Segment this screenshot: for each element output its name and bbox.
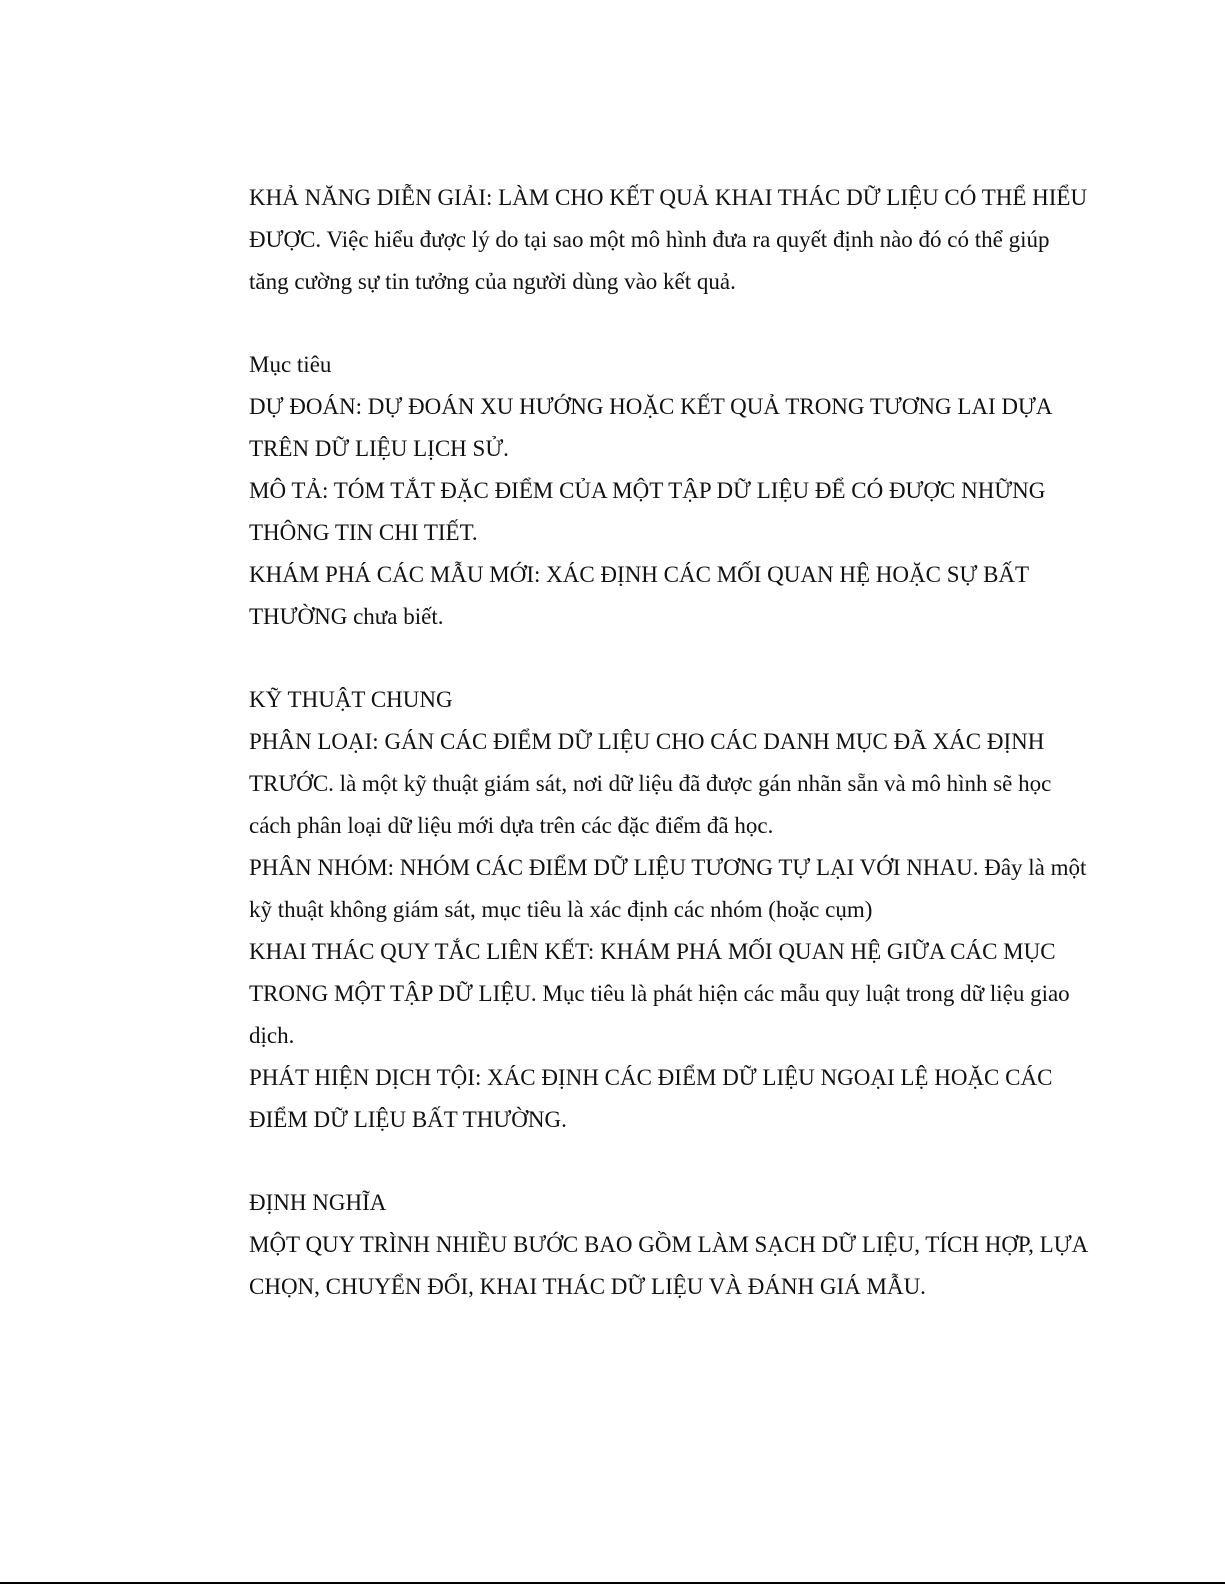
technique-anomaly-detection: PHÁT HIỆN DỊCH TỘI: XÁC ĐỊNH CÁC ĐIỂM DỮ LIỆU NGOẠI LỆ HOẶC CÁC ĐIỂM DỮ LIỆU BẤT THƯỜNG. (249, 1065, 1053, 1132)
definition-heading: ĐỊNH NGHĨA (249, 1190, 387, 1215)
goals-heading: Mục tiêu (249, 352, 332, 377)
technique-association-rules: KHAI THÁC QUY TẮC LIÊN KẾT: KHÁM PHÁ MỐI QUAN HỆ GIỮA CÁC MỤC TRONG MỘT TẬP DỮ LIỆU. Mục tiêu là phát hiện các mẫu quy luật trong dữ liệu giao dịch. (249, 939, 1070, 1048)
section-spacer (249, 303, 1089, 344)
goal-prediction: DỰ ĐOÁN: DỰ ĐOÁN XU HƯỚNG HOẶC KẾT QUẢ TRONG TƯƠNG LAI DỰA TRÊN DỮ LIỆU LỊCH SỬ. (249, 394, 1052, 461)
technique-clustering: PHÂN NHÓM: NHÓM CÁC ĐIỂM DỮ LIỆU TƯƠNG TỰ LẠI VỚI NHAU. Đây là một kỹ thuật không giám sát, mục tiêu là xác định các nhóm (hoặc cụm) (249, 855, 1087, 922)
section-spacer (249, 1141, 1089, 1182)
goal-description: MÔ TẢ: TÓM TẮT ĐẶC ĐIỂM CỦA MỘT TẬP DỮ LIỆU ĐỂ CÓ ĐƯỢC NHỮNG THÔNG TIN CHI TIẾT. (249, 478, 1046, 545)
techniques-heading: KỸ THUẬT CHUNG (249, 687, 453, 712)
technique-classification: PHÂN LOẠI: GÁN CÁC ĐIỂM DỮ LIỆU CHO CÁC DANH MỤC ĐÃ XÁC ĐỊNH TRƯỚC. là một kỹ thuật giám sát, nơi dữ liệu đã được gán nhãn sẵn và mô hình sẽ học cách phân loại dữ liệu mới dựa trên các đặc điểm đã học. (249, 729, 1052, 838)
document-body (249, 177, 1089, 1308)
interpretability-paragraph: KHẢ NĂNG DIỄN GIẢI: LÀM CHO KẾT QUẢ KHAI THÁC DỮ LIỆU CÓ THỂ HIỂU ĐƯỢC. Việc hiểu được lý do tại sao một mô hình đưa ra quyết định nào đó có thể giúp tăng cường sự tin tưởng của người dùng vào kết quả. (249, 185, 1088, 294)
section-spacer (249, 638, 1089, 679)
definition-paragraph: MỘT QUY TRÌNH NHIỀU BƯỚC BAO GỒM LÀM SẠCH DỮ LIỆU, TÍCH HỢP, LỰA CHỌN, CHUYỂN ĐỔI, KHAI THÁC DỮ LIỆU VÀ ĐÁNH GIÁ MẪU. (249, 1232, 1087, 1299)
page-bottom-border (0, 1582, 1225, 1584)
goal-discovery: KHÁM PHÁ CÁC MẪU MỚI: XÁC ĐỊNH CÁC MỐI QUAN HỆ HOẶC SỰ BẤT THƯỜNG chưa biết. (249, 562, 1029, 629)
